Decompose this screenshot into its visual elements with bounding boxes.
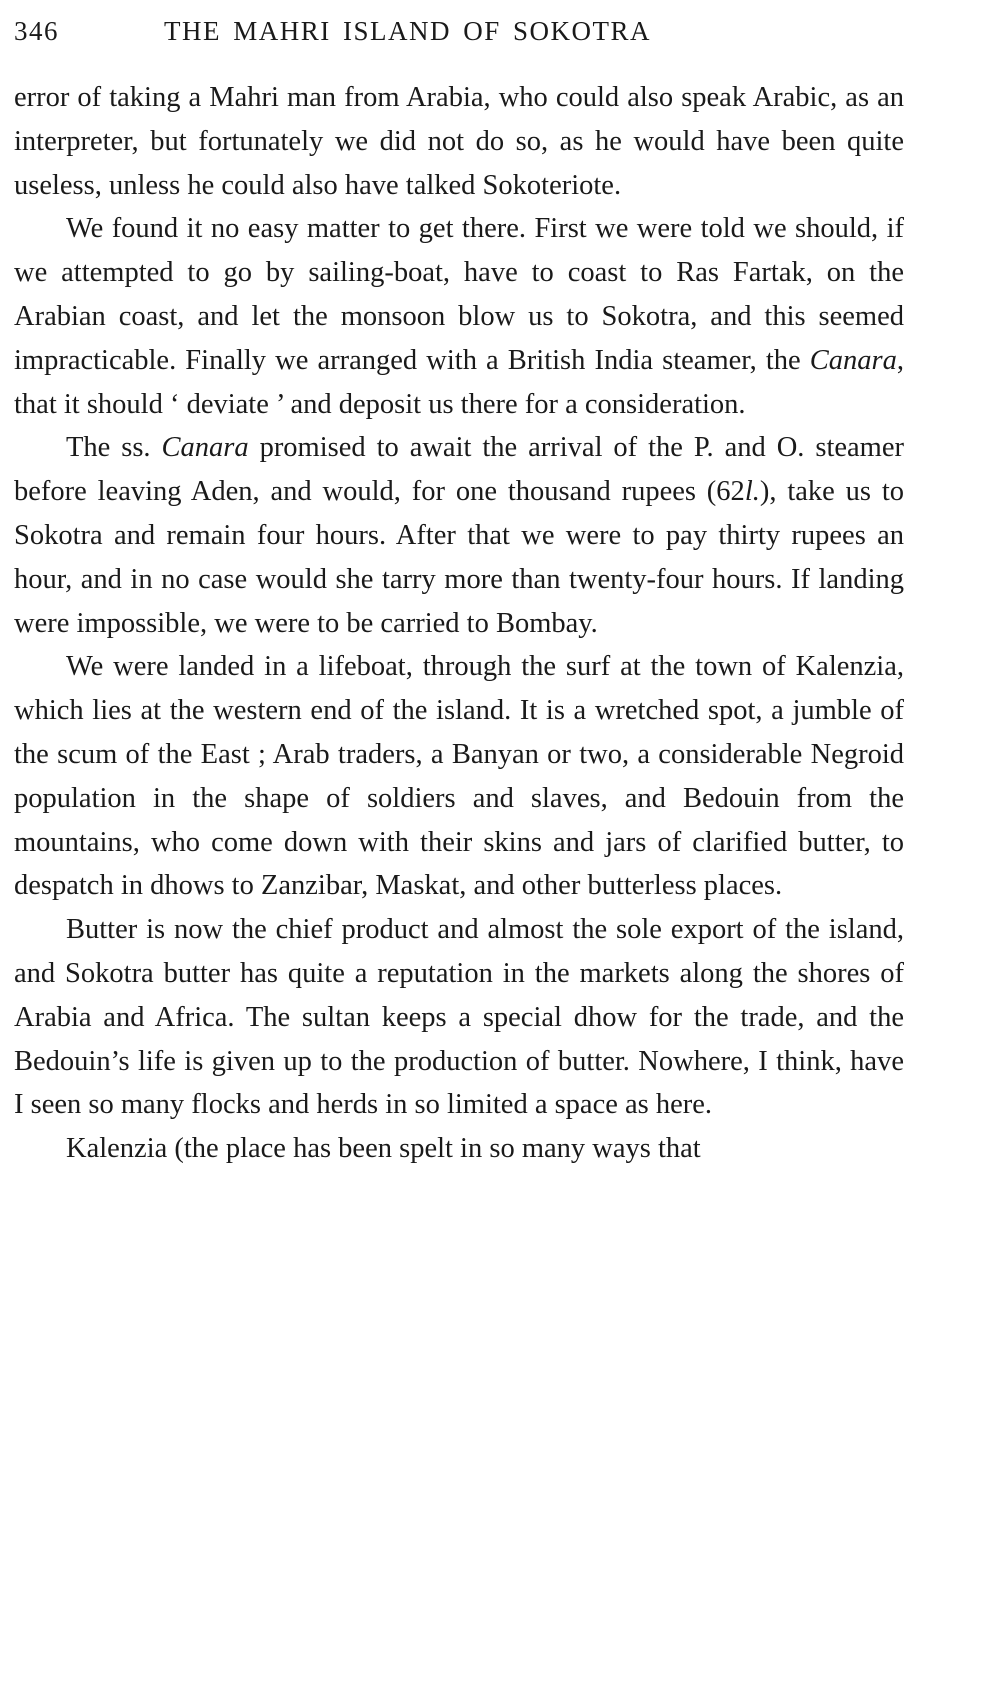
body-text [14,76,904,1171]
text-run: We found it no easy matter to get there. First we were told we should, if we attempted to go by sailing-boat, have to coast to Ras Fartak, on the Arabian coast, and let the monsoon blow us to Sokotra, and this seemed impracticable. Finally we arranged with a British India steamer, the [14,213,904,376]
text-run: The ss. [66,432,162,464]
text-run: error of taking a Mahri man from Arabia, who could also speak Arabic, as an interpreter, but fortunately we did not do so, as he would have been quite useless, unless he could also have talked Sokoteriote. [14,82,904,201]
running-title: THE MAHRI ISLAND OF SOKOTRA [164,16,652,46]
text-run: Butter is now the chief product and almost the sole export of the island, and Sokotra butter has quite a reputation in the markets along the shores of Arabia and Africa. The sultan keeps a special dhow for the trade, and the Bedouin’s life is given up to the production of butter. Nowhere, I think, have I seen so many flocks and herds in so limited a space as here. [14,914,904,1121]
ship-name: Canara [809,344,897,376]
paragraph-1 [14,76,904,207]
text-run: , that it should ‘ deviate ’ and deposit us there for a consideration. [14,344,904,420]
page-number: 346 [14,16,59,46]
ship-name: Canara [161,432,249,464]
paragraph-4 [14,645,904,908]
text-run: Kalenzia (the place has been spelt in so many ways that [66,1133,701,1165]
book-page [14,0,904,1171]
paragraph-2 [14,207,904,426]
running-head [14,0,904,56]
text-run: We were landed in a lifeboat, through the surf at the town of Kalenzia, which lies at the western end of the island. It is a wretched spot, a jumble of the scum of the East ; Arab traders, a Banyan or two, a considerable Negroid population in the shape of soldiers and slaves, and Bedouin from the mountains, who come down with their skins and jars of clarified butter, to despatch in dhows to Zanzibar, Maskat, and other butterless places. [14,651,904,902]
currency-unit: l. [744,476,760,508]
paragraph-3 [14,426,904,645]
text-run: ), take us to Sokotra and remain four hours. After that we were to pay thirty rupees an hour, and in no case would she tarry more than twenty-four hours. If landing were impossible, we were to be carried to Bombay. [14,476,905,639]
paragraph-5 [14,908,904,1127]
text-run: promised to await the arrival of the P. and O. steamer before leaving Aden, and would, for one thousand rupees (62 [14,432,904,508]
paragraph-6 [14,1127,904,1171]
